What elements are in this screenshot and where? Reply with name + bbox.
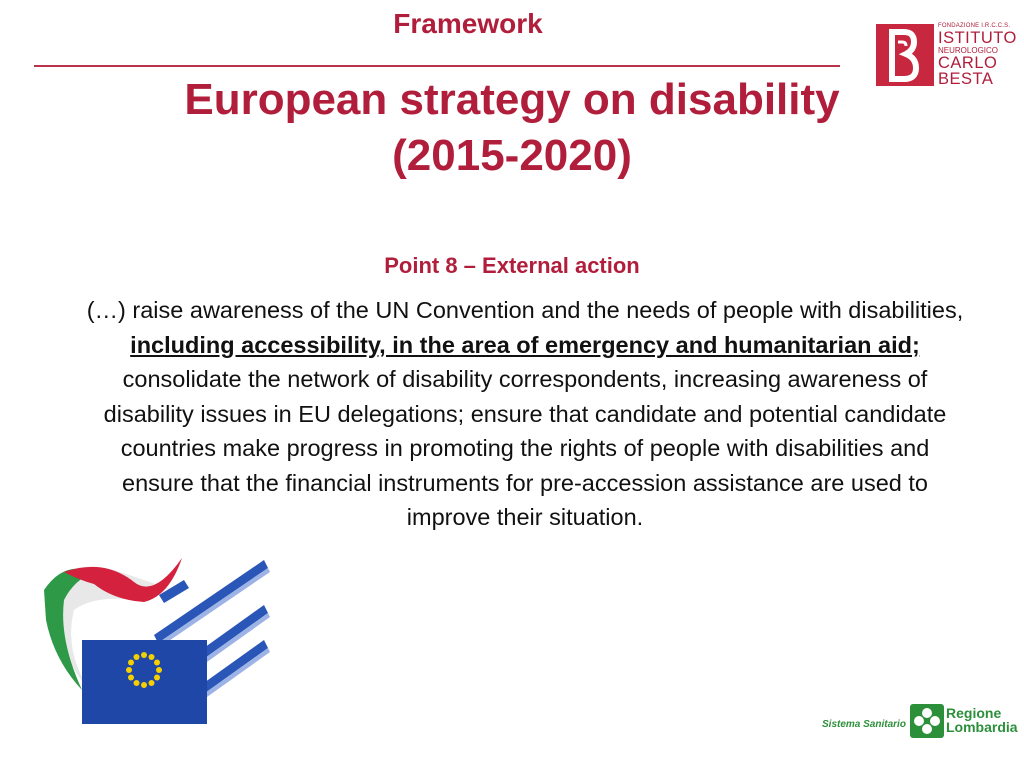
institute-line4: CARLO: [938, 54, 998, 72]
page-title-line1: European strategy on disability: [184, 75, 840, 124]
body-paragraph: [82, 293, 968, 535]
lombardia-label: Lombardia: [946, 719, 1018, 735]
body-emphasis: including accessibility, in the area of emergency and humanitarian aid;: [130, 331, 920, 358]
sistema-sanitario-label: Sistema Sanitario: [822, 719, 906, 730]
body-text-part2: consolidate the network of disability correspondents, increasing awareness of disability issues in EU delegations; ensure that candidate and potential candidate countries make progress in promoting the rights of people with disabilities and ensure that the financial instruments for pre-accession assistance are used to improve their situation.: [103, 366, 947, 530]
institute-line5: BESTA: [938, 70, 994, 88]
header-divider: [34, 65, 840, 67]
page-title: [0, 72, 1024, 184]
page-title-line2: (2015-2020): [392, 131, 632, 180]
regione-lombardia-label: [946, 706, 1018, 734]
institute-name: [938, 22, 1022, 87]
regione-label: Regione: [946, 705, 1002, 721]
institute-line1: FONDAZIONE I.R.C.C.S.: [938, 23, 1011, 29]
body-text-part1: (…) raise awareness of the UN Convention and the needs of people with disabilities,: [86, 297, 964, 323]
institute-logo: [872, 20, 1022, 90]
institute-line2: ISTITUTO: [938, 29, 1017, 47]
besta-logo-mark: [876, 24, 934, 86]
header-label: Framework: [393, 8, 543, 39]
eu-flag-dove-icon: [34, 540, 274, 730]
institute-line3: NEUROLOGICO: [938, 46, 999, 55]
region-logo: [822, 700, 1022, 746]
lombardia-cross-icon: [910, 704, 944, 738]
section-title: Point 8 – External action: [384, 253, 640, 278]
